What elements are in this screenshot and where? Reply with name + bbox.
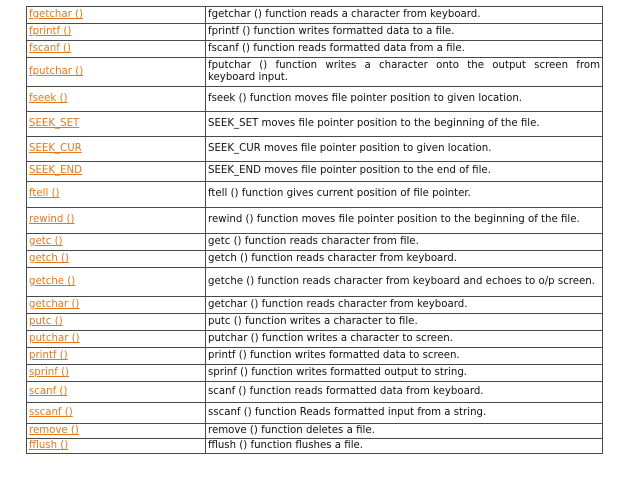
function-description: sprinf () function writes formatted output to string. [206,365,603,382]
table-row [27,41,603,58]
function-name-link[interactable]: SEEK_SET [29,117,80,129]
function-name-link[interactable]: fflush () [29,439,69,451]
function-name-cell [27,58,206,87]
function-name-link[interactable]: sscanf () [29,406,73,418]
function-name-cell [27,365,206,382]
table-row [27,137,603,162]
function-name-cell [27,297,206,314]
function-name-link[interactable]: remove () [29,424,79,436]
table-row [27,234,603,251]
function-name-link[interactable]: getc () [29,235,63,247]
function-description: printf () function writes formatted data to screen. [206,348,603,365]
table-row [27,348,603,365]
function-description: ftell () function gives current position of file pointer. [206,182,603,208]
function-description: fgetchar () function reads a character from keyboard. [206,7,603,24]
table-row [27,314,603,331]
function-name-cell [27,439,206,454]
function-description: remove () function deletes a file. [206,424,603,439]
table-row [27,439,603,454]
function-description: rewind () function moves file pointer position to the beginning of the file. [206,208,603,234]
function-name-link[interactable]: putc () [29,315,63,327]
function-name-cell [27,251,206,268]
function-name-link[interactable]: fscanf () [29,42,71,54]
function-name-link[interactable]: putchar () [29,332,80,344]
table-row [27,208,603,234]
table-row [27,87,603,112]
function-name-link[interactable]: ftell () [29,188,60,200]
function-name-cell [27,7,206,24]
function-name-link[interactable]: printf () [29,349,68,361]
function-name-cell [27,87,206,112]
function-description: SEEK_SET moves file pointer position to the beginning of the file. [206,112,603,137]
table-row [27,112,603,137]
function-name-link[interactable]: scanf () [29,385,68,397]
function-name-cell [27,41,206,58]
function-table-body [27,7,603,454]
function-name-cell [27,424,206,439]
function-name-cell [27,331,206,348]
function-name-link[interactable]: sprinf () [29,366,70,378]
function-description: fseek () function moves file pointer position to given location. [206,87,603,112]
function-name-cell [27,137,206,162]
table-row [27,297,603,314]
function-name-cell [27,403,206,424]
function-name-link[interactable]: fputchar () [29,65,84,77]
function-name-cell [27,208,206,234]
function-description: getche () function reads character from keyboard and echoes to o/p screen. [206,268,603,297]
function-name-link[interactable]: SEEK_CUR [29,142,82,154]
function-description: putc () function writes a character to file. [206,314,603,331]
function-name-cell [27,314,206,331]
function-name-cell [27,348,206,365]
function-description: sscanf () function Reads formatted input from a string. [206,403,603,424]
table-row [27,182,603,208]
table-row [27,58,603,87]
table-row [27,251,603,268]
function-description: scanf () function reads formatted data from keyboard. [206,382,603,403]
table-row [27,331,603,348]
table-row [27,162,603,182]
function-name-link[interactable]: getchar () [29,298,80,310]
function-description: getc () function reads character from file. [206,234,603,251]
function-name-cell [27,234,206,251]
table-row [27,382,603,403]
function-name-link[interactable]: rewind () [29,214,75,226]
function-description: getchar () function reads character from keyboard. [206,297,603,314]
function-name-cell [27,268,206,297]
function-name-link[interactable]: getch () [29,252,69,264]
function-name-link[interactable]: getche () [29,275,76,287]
table-row [27,403,603,424]
function-name-link[interactable]: fseek () [29,92,68,104]
function-description: fscanf () function reads formatted data from a file. [206,41,603,58]
function-description: fprintf () function writes formatted data to a file. [206,24,603,41]
table-row [27,424,603,439]
function-name-cell [27,162,206,182]
function-description: getch () function reads character from keyboard. [206,251,603,268]
function-name-cell [27,24,206,41]
function-description: fflush () function flushes a file. [206,439,603,454]
function-name-link[interactable]: fprintf () [29,25,72,37]
function-description: fputchar () function writes a character onto the output screen from keyboard input. [206,58,603,87]
table-row [27,7,603,24]
function-name-cell [27,112,206,137]
function-name-link[interactable]: fgetchar () [29,8,83,20]
table-row [27,268,603,297]
function-name-cell [27,182,206,208]
function-name-link[interactable]: SEEK_END [29,165,83,177]
table-row [27,365,603,382]
function-description: putchar () function writes a character to screen. [206,331,603,348]
table-row [27,24,603,41]
function-description: SEEK_END moves file pointer position to the end of file. [206,162,603,182]
function-table [26,6,603,454]
function-name-cell [27,382,206,403]
function-description: SEEK_CUR moves file pointer position to given location. [206,137,603,162]
